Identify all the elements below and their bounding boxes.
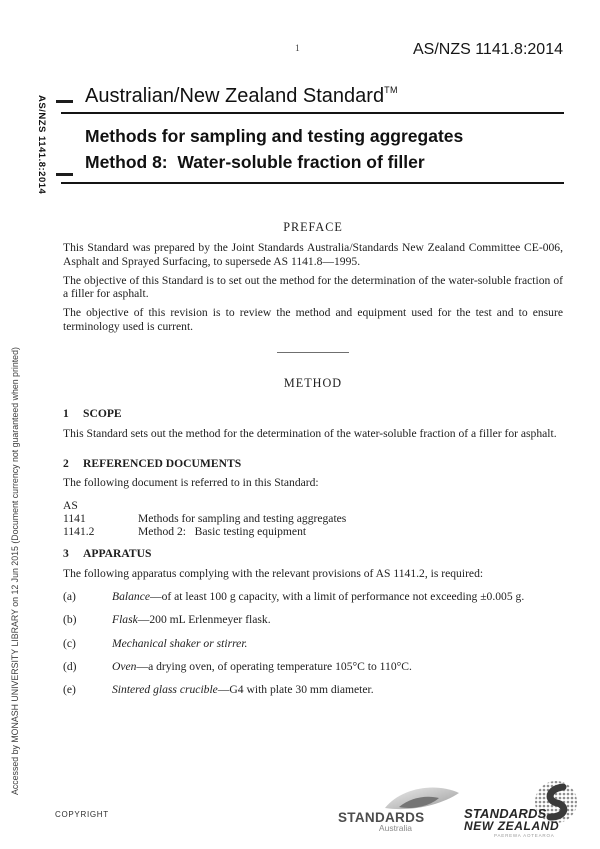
apparatus-item-label: (c) xyxy=(63,636,76,650)
section-title: SCOPE xyxy=(83,407,122,421)
page-number: 1 xyxy=(295,44,300,54)
apparatus-term: Oven xyxy=(112,659,137,673)
preface-paragraph: The objective of this Standard is to set out the method for the determination of the water-soluble fraction of a filler for asphalt. xyxy=(63,273,563,301)
section-divider-line xyxy=(277,352,349,353)
standards-new-zealand-maori-name: PAEREWA AOTEAROA xyxy=(494,833,555,838)
section-title: APPARATUS xyxy=(83,547,152,561)
standards-australia-wordmark: STANDARDS xyxy=(338,810,425,825)
method-heading: METHOD xyxy=(283,376,343,391)
spine-standard-number: AS/NZS 1141.8:2014 xyxy=(36,95,47,195)
title-rule-top xyxy=(61,112,564,114)
section-heading-referenced-documents xyxy=(63,457,563,470)
title-rule-bottom xyxy=(61,182,564,184)
series-title: Australian/New Zealand Standard™ xyxy=(85,85,399,107)
apparatus-item-label: (d) xyxy=(63,659,77,673)
standards-australia-logo xyxy=(338,784,463,836)
reference-list xyxy=(63,499,563,539)
section-number: 2 xyxy=(63,456,69,470)
document-title-line2: Method 8: Water-soluble fraction of filler xyxy=(85,152,425,172)
copyright-label: COPYRIGHT xyxy=(55,810,109,819)
reference-title: Methods for sampling and testing aggregates xyxy=(138,511,347,525)
scope-paragraph: This Standard sets out the method for the determination of the water-soluble fraction of a filler for asphalt. xyxy=(63,426,557,440)
reference-code: 1141 xyxy=(63,511,86,525)
standards-new-zealand-wordmark: STANDARDS xyxy=(464,806,547,821)
trademark-symbol: TM xyxy=(384,85,399,96)
reference-row xyxy=(63,512,563,525)
apparatus-description: —of at least 100 g capacity, with a limit of performance not exceeding ±0.005 g. xyxy=(150,590,525,604)
apparatus-item-label: (e) xyxy=(63,683,76,697)
section-title: REFERENCED DOCUMENTS xyxy=(83,456,242,470)
section-number: 3 xyxy=(63,547,69,561)
apparatus-item xyxy=(63,590,563,603)
registration-mark-bottom xyxy=(56,173,73,176)
preface-paragraph: The objective of this revision is to review the method and equipment used for the test and to ensure terminology used is current. xyxy=(63,306,563,333)
section-number: 1 xyxy=(63,407,69,421)
apparatus-item xyxy=(63,660,563,673)
apparatus-item xyxy=(63,613,563,626)
body-column xyxy=(63,221,563,697)
access-watermark: Accessed by MONASH UNIVERSITY LIBRARY on 12 Jun 2015 (Document currency not guaranteed when printed) xyxy=(10,347,20,795)
apparatus-term: Flask xyxy=(112,613,138,627)
apparatus-intro: The following apparatus complying with the relevant provisions of AS 1141.2, is required: xyxy=(63,566,484,580)
apparatus-item xyxy=(63,683,563,696)
standards-new-zealand-country: NEW ZEALAND xyxy=(464,819,560,833)
preface-heading: PREFACE xyxy=(283,220,343,234)
reference-code: 1141.2 xyxy=(63,525,95,539)
preface-paragraph: This Standard was prepared by the Joint Standards Australia/Standards New Zealand Committee CE-006, Asphalt and Sprayed Surfacing, to supersede AS 1141.8—1995. xyxy=(63,241,563,268)
apparatus-description: —a drying oven, of operating temperature 105°C to 110°C. xyxy=(136,659,412,673)
apparatus-item xyxy=(63,637,563,650)
document-title xyxy=(85,123,463,175)
standards-australia-country: Australia xyxy=(378,823,412,833)
registration-mark-top xyxy=(56,100,73,103)
apparatus-term: Balance xyxy=(112,590,150,604)
reference-list-header: AS xyxy=(63,498,78,512)
section-heading-apparatus xyxy=(63,547,563,560)
apparatus-term: Sintered glass crucible xyxy=(112,683,218,697)
apparatus-item-label: (b) xyxy=(63,613,77,627)
header-standard-number: AS/NZS 1141.8:2014 xyxy=(412,41,563,58)
apparatus-description: —G4 with plate 30 mm diameter. xyxy=(217,683,374,697)
document-title-line1: Methods for sampling and testing aggregates xyxy=(85,126,464,146)
referenced-documents-intro: The following document is referred to in this Standard: xyxy=(63,476,319,490)
section-heading-scope xyxy=(63,407,563,420)
reference-title: Method 2: Basic testing equipment xyxy=(138,525,307,539)
apparatus-term: Mechanical shaker or stirrer. xyxy=(112,636,248,650)
apparatus-item-label: (a) xyxy=(63,590,76,604)
apparatus-description: —200 mL Erlenmeyer flask. xyxy=(137,613,271,627)
reference-row xyxy=(63,525,563,538)
standards-new-zealand-logo xyxy=(464,778,579,840)
